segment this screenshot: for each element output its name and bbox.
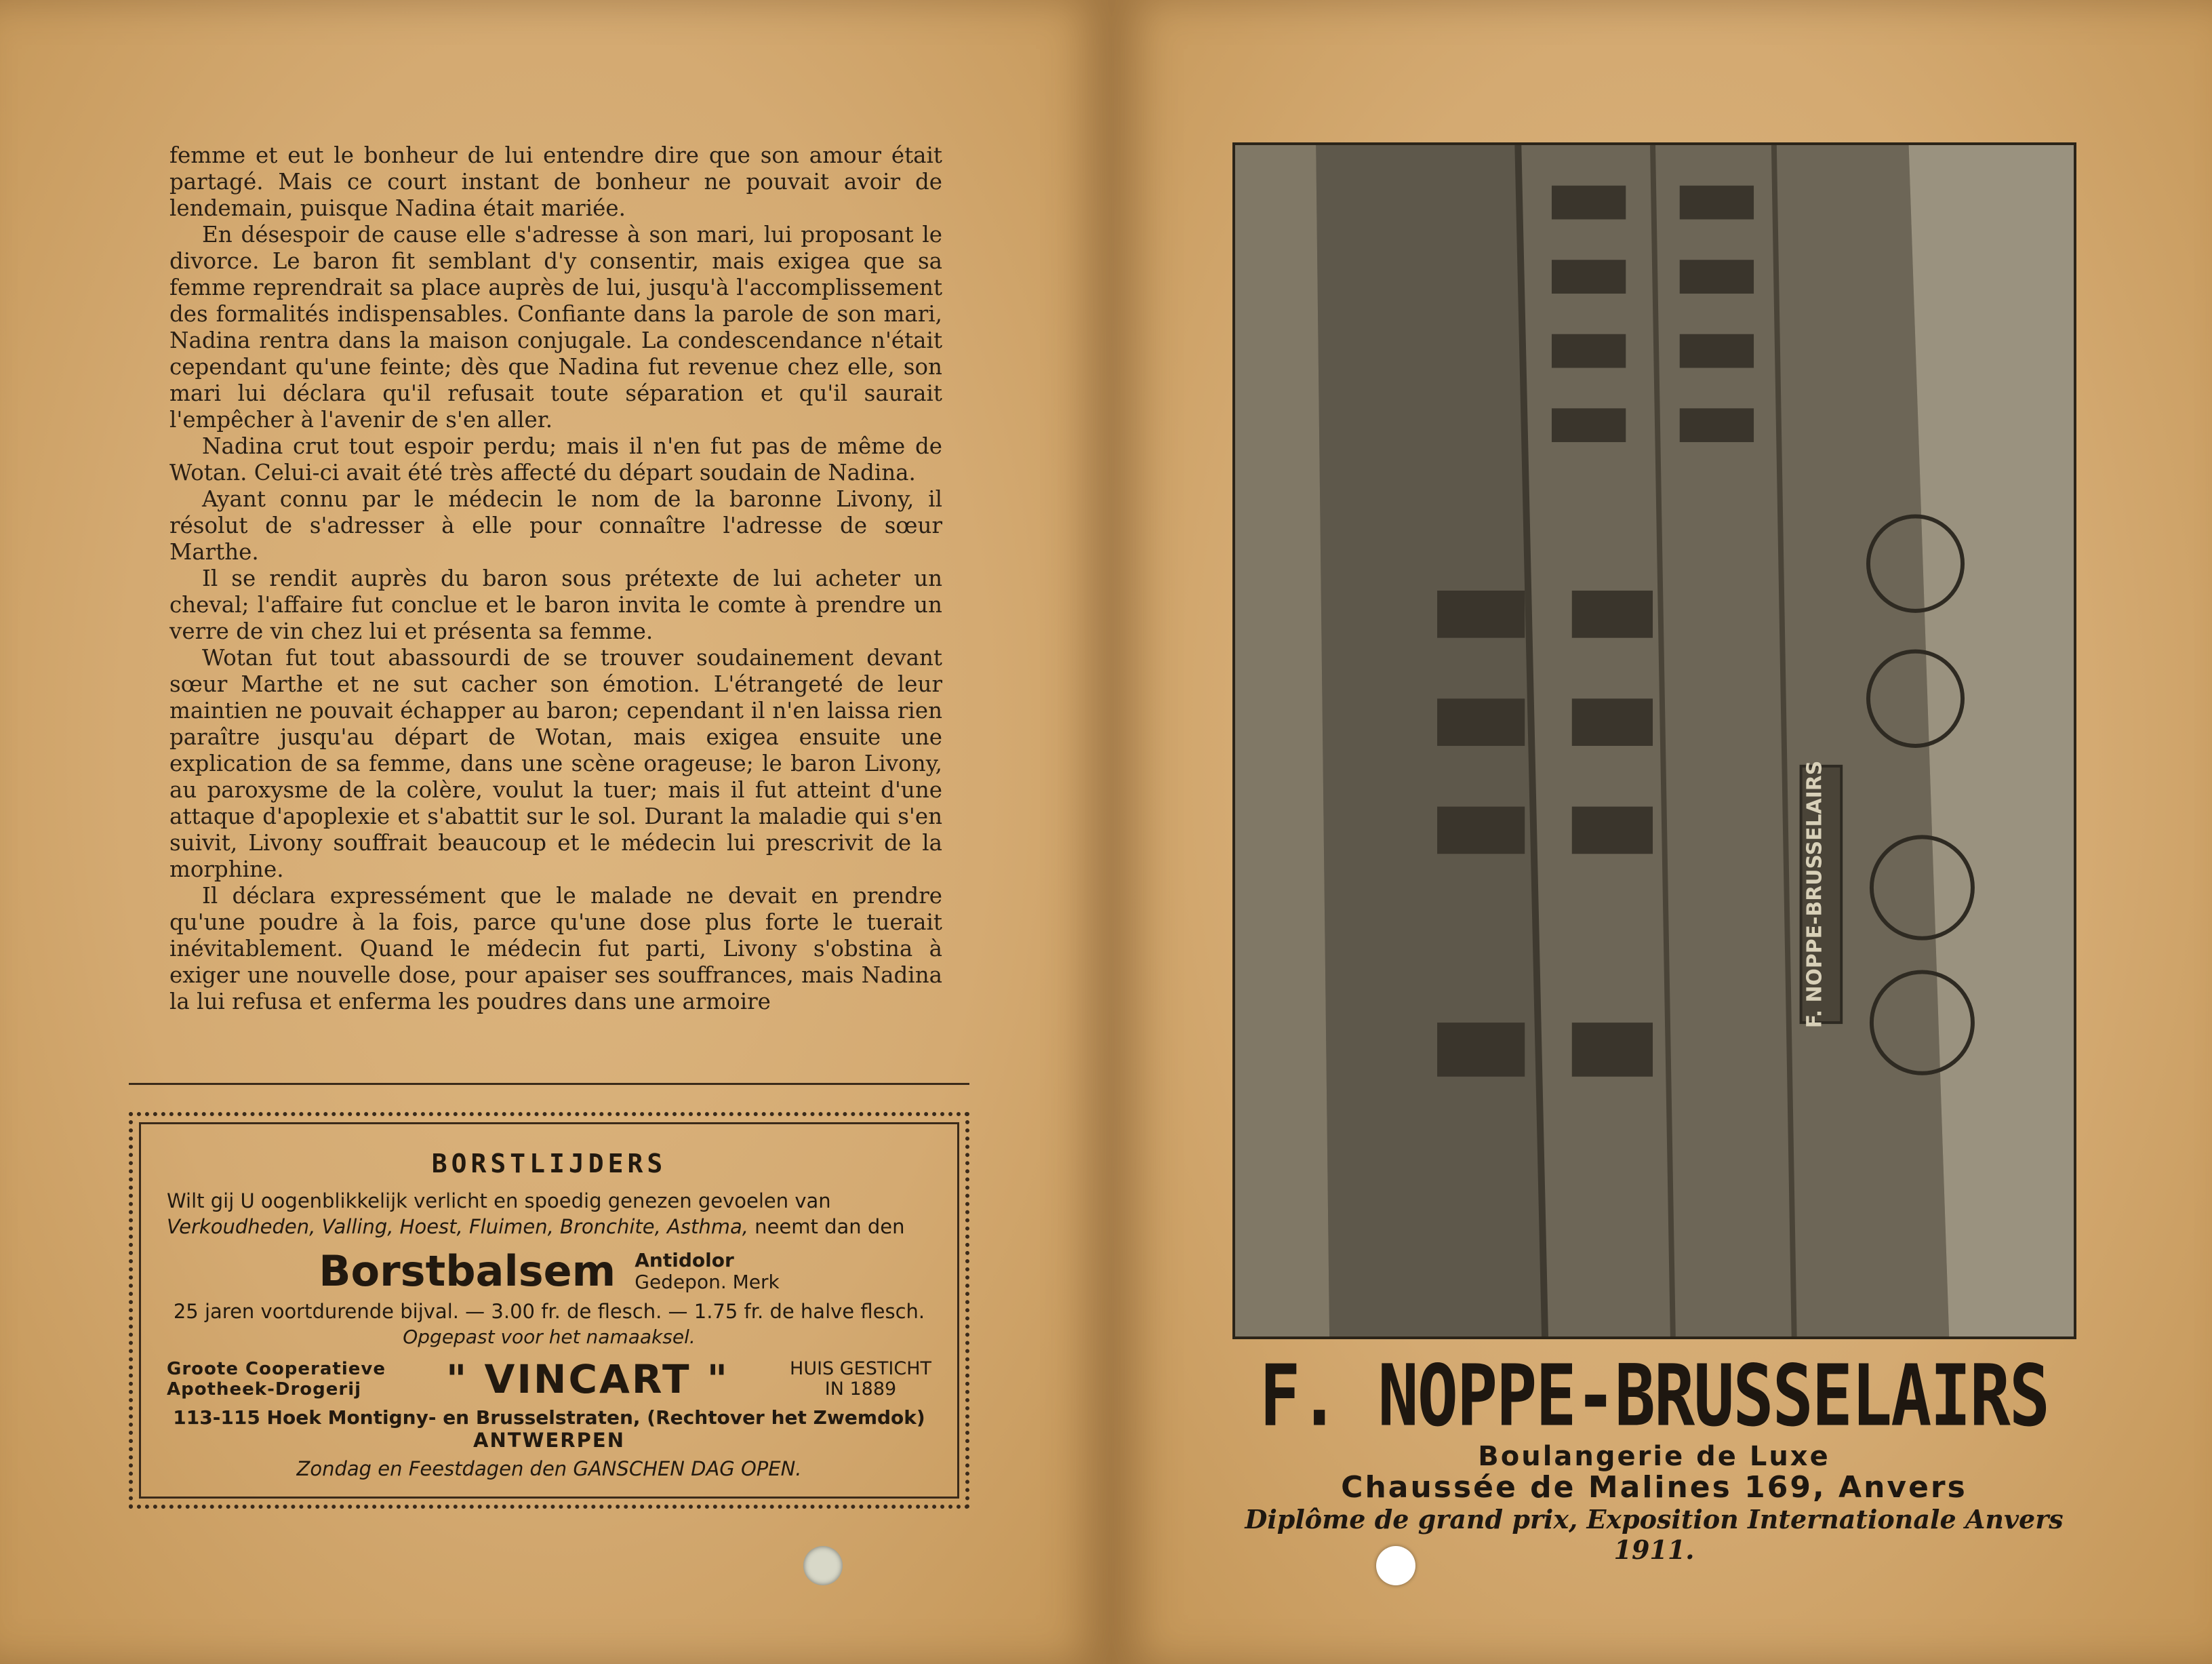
ad-founded-line1: HUIS GESTICHT: [790, 1358, 931, 1379]
ad-address: 113-115 Hoek Montigny- en Brusselstraten, (Rechtover het Zwemdok): [173, 1406, 925, 1429]
ad-product-name: Borstbalsem: [319, 1246, 616, 1296]
ad-brand: " VINCART ": [446, 1356, 729, 1402]
story-paragraph: Il se rendit auprès du baron sous prétexte de lui acheter un cheval; l'affaire fut conclue et le baron invita le comte à prendre un verre de vin chez lui et présenta sa femme.: [169, 566, 942, 644]
ad-product-sub1: Antidolor: [635, 1248, 734, 1271]
bakery-building-photo: [1232, 142, 2076, 1339]
ad-price: 25 jaren voortdurende bijval. — 3.00 fr. de flesch. — 1.75 fr. de halve flesch.: [173, 1300, 925, 1323]
story-paragraph: Nadina crut tout espoir perdu; mais il n'en fut pas de même de Wotan. Celui-ci avait été très affecté du départ soudain de Nadina.: [169, 433, 942, 486]
ad-shop-line1: Groote Cooperatieve: [167, 1359, 386, 1379]
firm-name: F. NOPPE-BRUSSELAIRS: [1259, 1346, 2049, 1446]
ad-shop-row: [160, 1356, 938, 1402]
ad-founded-line2: IN 1889: [824, 1379, 897, 1400]
ad-product-row: [160, 1246, 938, 1296]
ad-founded: [790, 1359, 931, 1400]
ad-intro-plain: Wilt gij U oogenblikkelijk verlicht en spoedig genezen gevoelen van: [167, 1189, 831, 1212]
ad-product-sub2: Gedepon. Merk: [635, 1270, 780, 1293]
shop-sign: F. NOPPE-BRUSSELAIRS: [1803, 760, 1827, 1029]
story-paragraph: Il déclara expressément que le malade ne devait en prendre qu'une poudre à la fois, parce qu'une dose plus forte le tuerait inévitablement. Quand le médecin fut parti, Livony s'obstina à exiger une nouvelle dose, pour apaiser ses souffrances, mais Nadina la lui refusa et enferma les poudres dans une armoire: [169, 883, 942, 1014]
ad-intro-end: neemt dan den: [748, 1215, 905, 1238]
story-paragraph: Ayant connu par le médecin le nom de la baronne Livony, il résolut de s'adresser à elle pour connaître l'adresse de sœur Marthe.: [169, 486, 942, 565]
borstbalsem-advertisement: [129, 1112, 969, 1509]
firm-award: Diplôme de grand prix, Exposition Internationale Anvers 1911.: [1245, 1504, 2064, 1565]
ad-hours: Zondag en Feestdagen den GANSCHEN DAG OPEN.: [296, 1457, 802, 1480]
divider-rule: [129, 1083, 969, 1085]
story-paragraph: femme et eut le bonheur de lui entendre dire que son amour était partagé. Mais ce court instant de bonheur ne pouvait avoir de lendemain, puisque Nadina était mariée.: [169, 142, 942, 221]
ad-product-subtitle: [635, 1250, 780, 1293]
firm-address: Chaussée de Malines 169, Anvers: [1341, 1470, 1967, 1505]
ad-intro-ailments: Verkoudheden, Valling, Hoest, Fluimen, Bronchite, Asthma,: [167, 1215, 748, 1238]
ad-city: ANTWERPEN: [473, 1429, 625, 1452]
firm-tagline: Boulangerie de Luxe: [1478, 1441, 1830, 1472]
ad-warning: Opgepast voor het namaaksel.: [403, 1326, 696, 1348]
building-illustration: [1235, 145, 2074, 1336]
binding-hole: [1376, 1546, 1415, 1585]
ad-shop-name: [167, 1359, 386, 1400]
story-text: [169, 142, 942, 1015]
ad-shop-line2: Apotheek-Drogerij: [167, 1379, 362, 1400]
ad-intro: [160, 1188, 938, 1240]
story-paragraph: Wotan fut tout abassourdi de se trouver soudainement devant sœur Marthe et ne sut cacher son émotion. L'étrangeté de leur maintien ne pouvait échapper au baron; cependant il n'en laissa rien paraître jusqu'au départ de Wotan, mais exigea ensuite une explication de sa femme, dans une scène orageuse; le baron Livony, au paroxysme de la colère, voulut la tuer; mais il fut atteint d'une attaque d'apoplexie et s'abattit sur le sol. Durant la maladie qui s'en suivit, Livony souffrait beaucoup et le médecin lui prescrivit de la morphine.: [169, 645, 942, 882]
story-paragraph: En désespoir de cause elle s'adresse à son mari, lui proposant le divorce. Le baron fit semblant d'y consentir, mais exigea que sa femme reprendrait sa place auprès de lui, jusqu'à l'accomplissement des formalités indispensables. Confiante dans la parole de son mari, Nadina rentra dans la maison conjugale. La condescendance n'était cependant qu'une feinte; dès que Nadina fut revenue chez elle, son mari lui déclara qu'il refusait toute séparation et qu'il saurait l'empêcher à l'avenir de s'en aller.: [169, 222, 942, 433]
binding-hole: [803, 1546, 843, 1585]
ad-title: BORSTLIJDERS: [431, 1149, 667, 1178]
